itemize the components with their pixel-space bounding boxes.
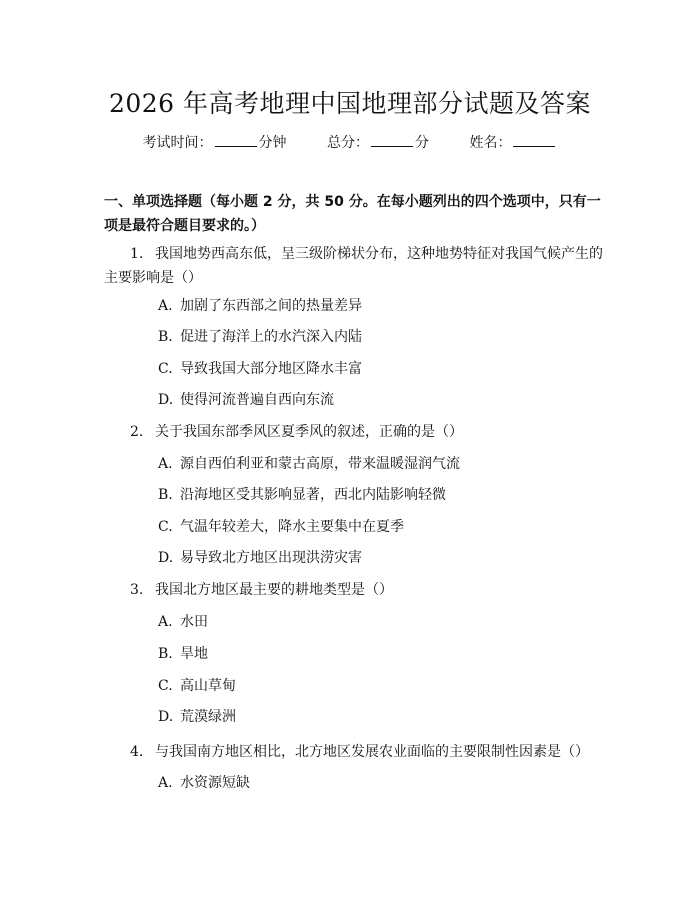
question-number: 3. — [130, 582, 144, 598]
question-2-option-c — [158, 517, 404, 537]
option-letter: D. — [158, 392, 174, 408]
question-3-option-d — [158, 707, 236, 727]
option-text: 气温年较差大，降水主要集中在夏季 — [180, 519, 404, 535]
option-text: 水资源短缺 — [180, 775, 250, 791]
question-number: 4. — [130, 744, 144, 760]
question-4 — [104, 740, 604, 764]
question-4-option-a — [158, 773, 250, 793]
question-3 — [104, 578, 604, 602]
option-letter: B. — [158, 487, 173, 503]
question-2-option-b — [158, 485, 446, 505]
option-letter: B. — [158, 646, 173, 662]
question-3-option-b — [158, 644, 208, 664]
option-letter: C. — [158, 678, 173, 694]
student-name-label: 姓名： — [469, 135, 512, 151]
exam-time-label: 考试时间： — [142, 135, 213, 151]
exam-time-field — [143, 132, 287, 152]
option-text: 加剧了东西部之间的热量差异 — [180, 298, 362, 314]
student-name-blank — [513, 134, 555, 147]
question-1-option-d — [158, 390, 334, 410]
option-text: 易导致北方地区出现洪涝灾害 — [180, 550, 362, 566]
option-letter: C. — [158, 519, 173, 535]
section-heading: 一、单项选择题（每小题 2 分，共 50 分。在每小题列出的四个选项中，只有一项是最符合题目要求的。） — [104, 194, 601, 234]
question-2-option-a — [158, 454, 460, 474]
question-stem: 我国地势西高东低，呈三级阶梯状分布，这种地势特征对我国气候产生的主要影响是（） — [104, 246, 603, 286]
question-stem: 我国北方地区最主要的耕地类型是（） — [155, 582, 393, 598]
question-1-option-c — [158, 359, 362, 379]
total-score-blank — [371, 134, 413, 147]
option-text: 促进了海洋上的水汽深入内陆 — [180, 329, 362, 345]
question-2-option-d — [158, 548, 362, 568]
option-text: 源自西伯利亚和蒙古高原，带来温暖湿润气流 — [180, 456, 460, 472]
option-letter: B. — [158, 329, 173, 345]
student-name-field — [469, 132, 557, 152]
total-score-field — [327, 132, 429, 152]
option-letter: D. — [158, 709, 174, 725]
question-1 — [104, 242, 604, 290]
option-letter: A. — [158, 614, 173, 630]
question-stem: 关于我国东部季风区夏季风的叙述，正确的是（） — [155, 424, 463, 440]
question-1-option-b — [158, 327, 362, 347]
question-3-option-c — [158, 676, 236, 696]
option-letter: D. — [158, 550, 174, 566]
total-score-unit: 分 — [415, 135, 429, 151]
option-text: 高山草甸 — [180, 678, 236, 694]
question-stem: 与我国南方地区相比，北方地区发展农业面临的主要限制性因素是（） — [155, 744, 589, 760]
option-text: 使得河流普遍自西向东流 — [180, 392, 334, 408]
option-text: 沿海地区受其影响显著，西北内陆影响轻微 — [180, 487, 446, 503]
question-2 — [104, 420, 604, 444]
question-number: 2. — [130, 424, 144, 440]
option-letter: A. — [158, 456, 173, 472]
question-1-option-a — [158, 296, 362, 316]
exam-time-blank — [215, 134, 257, 147]
option-text: 导致我国大部分地区降水丰富 — [180, 361, 362, 377]
question-3-option-a — [158, 612, 208, 632]
option-letter: A. — [158, 298, 173, 314]
option-text: 水田 — [180, 614, 208, 630]
question-number: 1. — [130, 246, 144, 262]
exam-time-unit: 分钟 — [258, 135, 287, 151]
option-text: 旱地 — [180, 646, 208, 662]
option-letter: C. — [158, 361, 173, 377]
page-title: 2026 年高考地理中国地理部分试题及答案 — [108, 89, 592, 118]
exam-info-line — [0, 132, 700, 152]
option-letter: A. — [158, 775, 173, 791]
total-score-label: 总分： — [327, 135, 369, 151]
option-text: 荒漠绿洲 — [180, 709, 236, 725]
